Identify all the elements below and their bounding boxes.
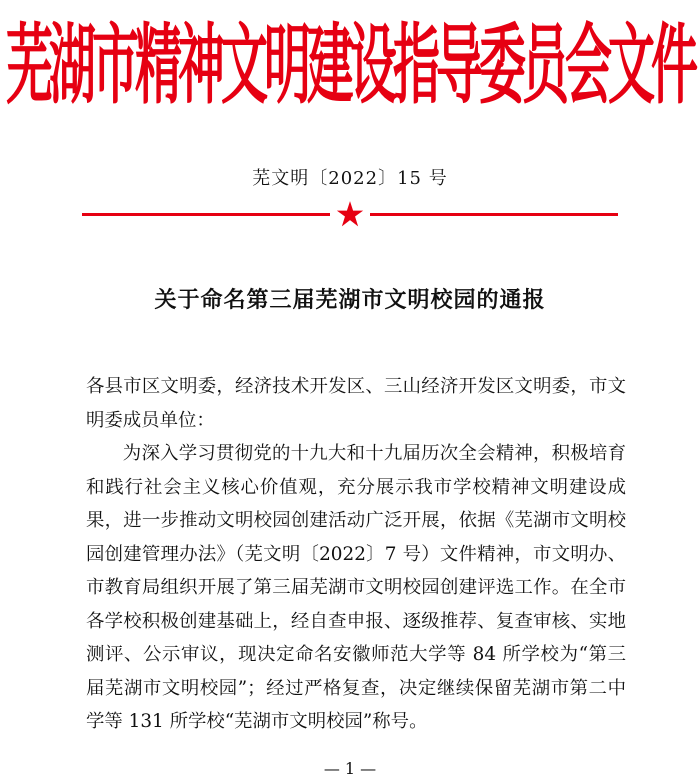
red-rule-left: [82, 213, 330, 216]
red-star-icon: [336, 200, 364, 228]
document-number: 芜文明〔2022〕15 号: [252, 168, 448, 189]
page-number: — 1 —: [323, 759, 377, 778]
issuer-header: 芜湖市精神文明建设指导委员会文件: [6, 15, 694, 117]
body-paragraph: 为深入学习贯彻党的十九大和十九届历次全会精神，积极培育和践行社会主义核心价值观，充分展示我市学校精神文明建设成果，进一步推动文明校园创建活动广泛开展，依据《芜湖市文明校园创建管理办法》（芜文明〔2022〕7 号）文件精神，市文明办、市教育局组织开展了第三届芜湖市文明校园创建评选工作。在全市各学校积极创建基础上，经自查申报、逐级推荐、复查审核、实地测评、公示审议，现决定命名安徽师范大学等 84 所学校为“第三届芜湖市文明校园”；经过严格复查，决定继续保留芜湖市第二中学等 131 所学校“芜湖市文明校园”称号。: [86, 443, 626, 732]
addressee: 各县市区文明委，经济技术开发区、三山经济开发区文明委，市文明委成员单位：: [86, 376, 626, 431]
document-title: 关于命名第三届芜湖市文明校园的通报: [154, 287, 546, 313]
red-rule-right: [370, 213, 618, 216]
